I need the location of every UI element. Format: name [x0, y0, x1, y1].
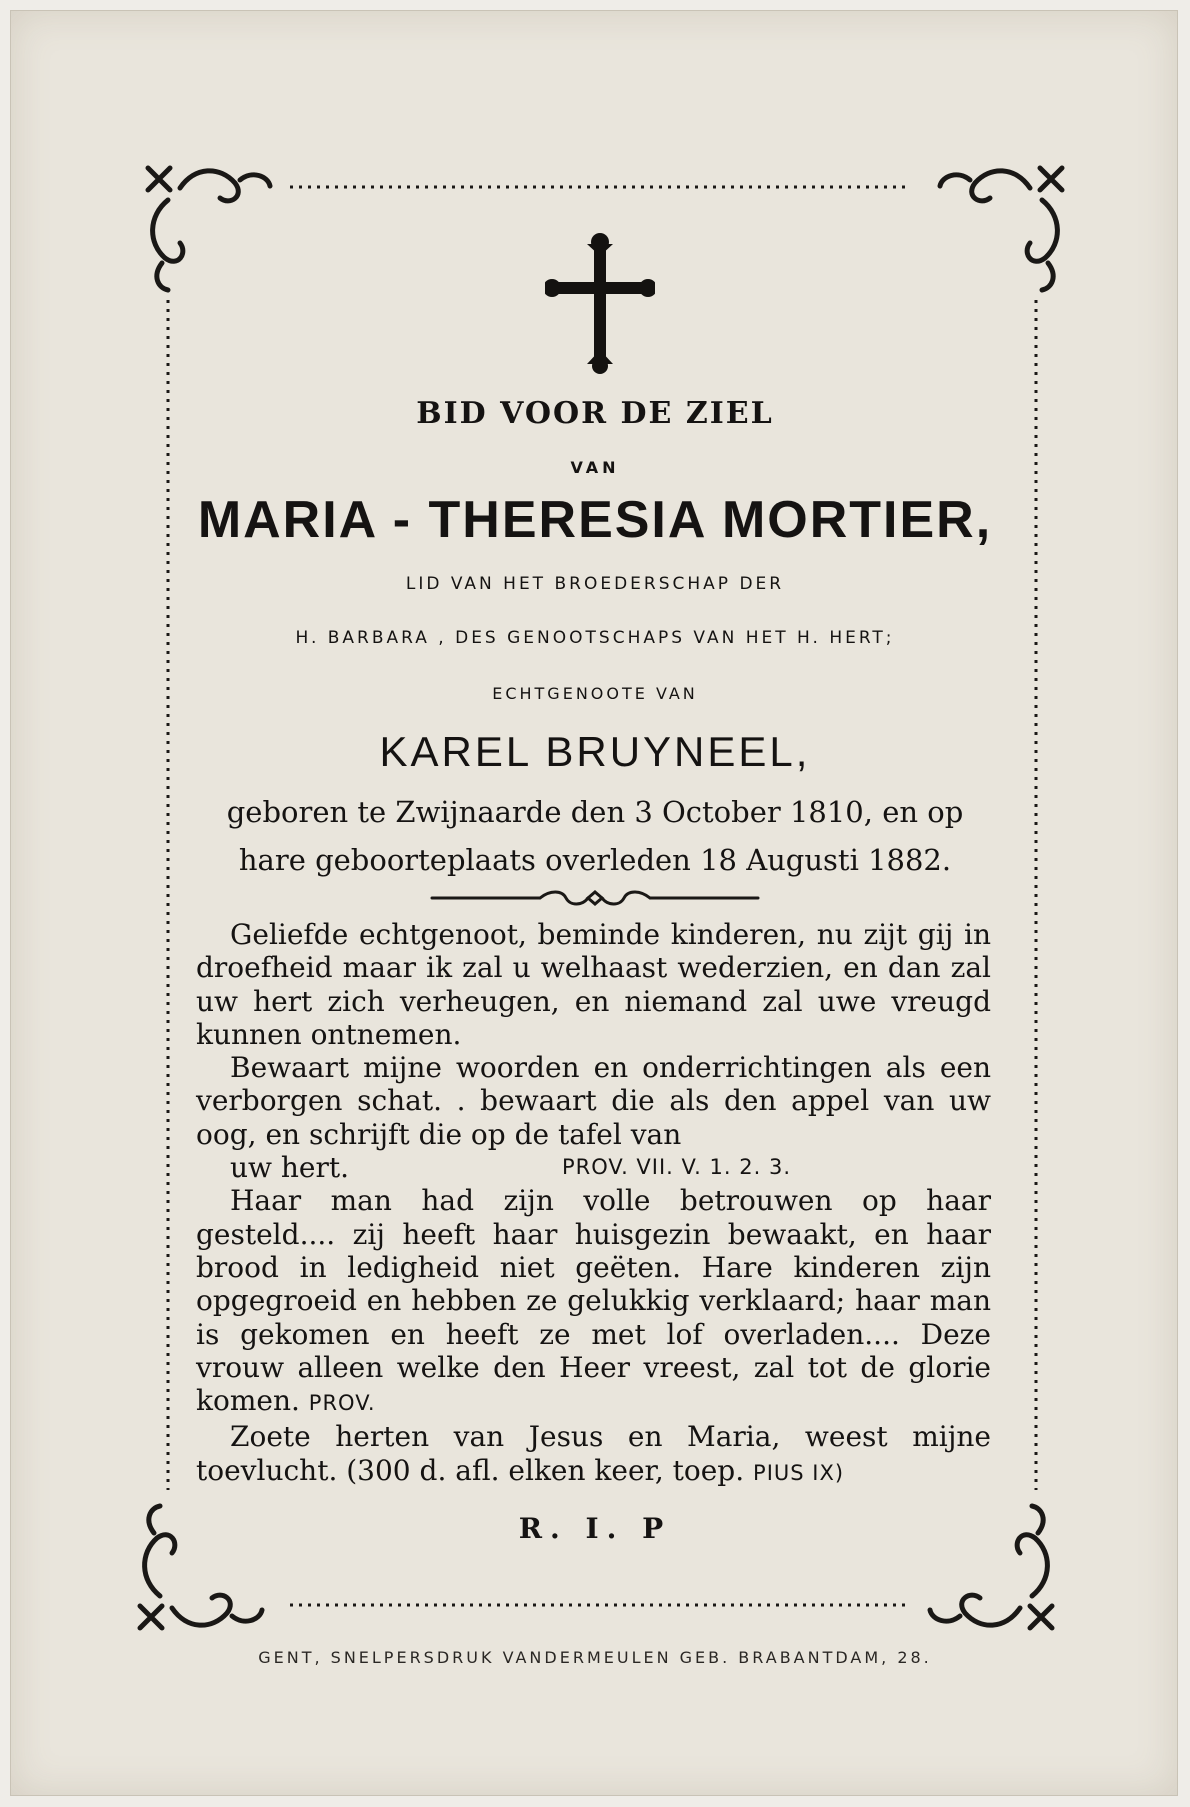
paragraph-4-text: Zoete herten van Jesus en Maria, weest mijne toevlucht. (300 d. afl. elken keer, toep.: [196, 1420, 991, 1487]
printer-imprint: GENT, SNELPERSDRUK VANDERMEULEN GEB. BRABANTDAM, 28.: [258, 1648, 932, 1667]
indulgence-reference: PIUS IX): [753, 1460, 845, 1485]
invocation-heading: BID VOOR DE ZIEL: [416, 396, 774, 431]
birth-line: geboren te Zwijnaarde den 3 October 1810, en op: [226, 795, 964, 829]
paragraph-2-tail: uw hert.: [230, 1151, 350, 1185]
spouse-intro: ECHTGENOOTE VAN: [492, 684, 698, 703]
scroll-divider-icon: [430, 888, 760, 908]
corner-ornament-icon: [132, 1488, 282, 1638]
deceased-name: MARIA - THERESIA MORTIER,: [197, 491, 993, 549]
paragraph-1: Geliefde echtgenoot, beminde kinderen, nu zijt gij in droefheid maar ik zal u welhaast wederzien, en dan zal uw hert zich verheugen, en niemand zal uwe vreugd kunnen ontnemen.: [196, 918, 991, 1051]
paragraph-3-text: Haar man had zijn volle betrouwen op haar gesteld.... zij heeft haar huisgezin bewaakt, en haar brood in ledigheid niet geëten. Hare kinderen zijn opgegroeid en hebben ze gelukkig verklaard; haar man is gekomen en heeft ze met lof overladen.... Deze vrouw alleen welke den Heer vreest, zal tot de glorie komen.: [196, 1184, 991, 1418]
scripture-reference-2: PROV.: [308, 1391, 376, 1416]
membership-line-2: H. BARBARA , DES GENOOTSCHAPS VAN HET H. HERT;: [295, 628, 895, 648]
birth-death-text: [0, 788, 1190, 884]
paragraph-2: Bewaart mijne woorden en onderrichtingen als een verborgen schat. . bewaart die als den appel van uw oog, en schrijft die op de tafel van: [196, 1051, 991, 1151]
death-line: hare geboorteplaats overleden 18 Augusti 1882.: [238, 843, 952, 877]
cross-icon: [545, 232, 655, 374]
corner-ornament-icon: [140, 158, 290, 308]
scripture-reference-1: PROV. VII. V. 1. 2. 3.: [562, 1155, 791, 1180]
membership-line-1: LID VAN HET BROEDERSCHAP DER: [405, 574, 785, 594]
corner-ornament-icon: [910, 1488, 1060, 1638]
memorial-text: [196, 918, 991, 1490]
rip-closing: R. I. P: [518, 1512, 672, 1545]
paragraph-2-end: [196, 1151, 991, 1184]
corner-ornament-icon: [920, 158, 1070, 308]
van-label: VAN: [570, 458, 620, 477]
spouse-name: KAREL BRUYNEEL,: [379, 728, 811, 775]
paragraph-4: [196, 1420, 991, 1490]
paragraph-3: [196, 1184, 991, 1420]
